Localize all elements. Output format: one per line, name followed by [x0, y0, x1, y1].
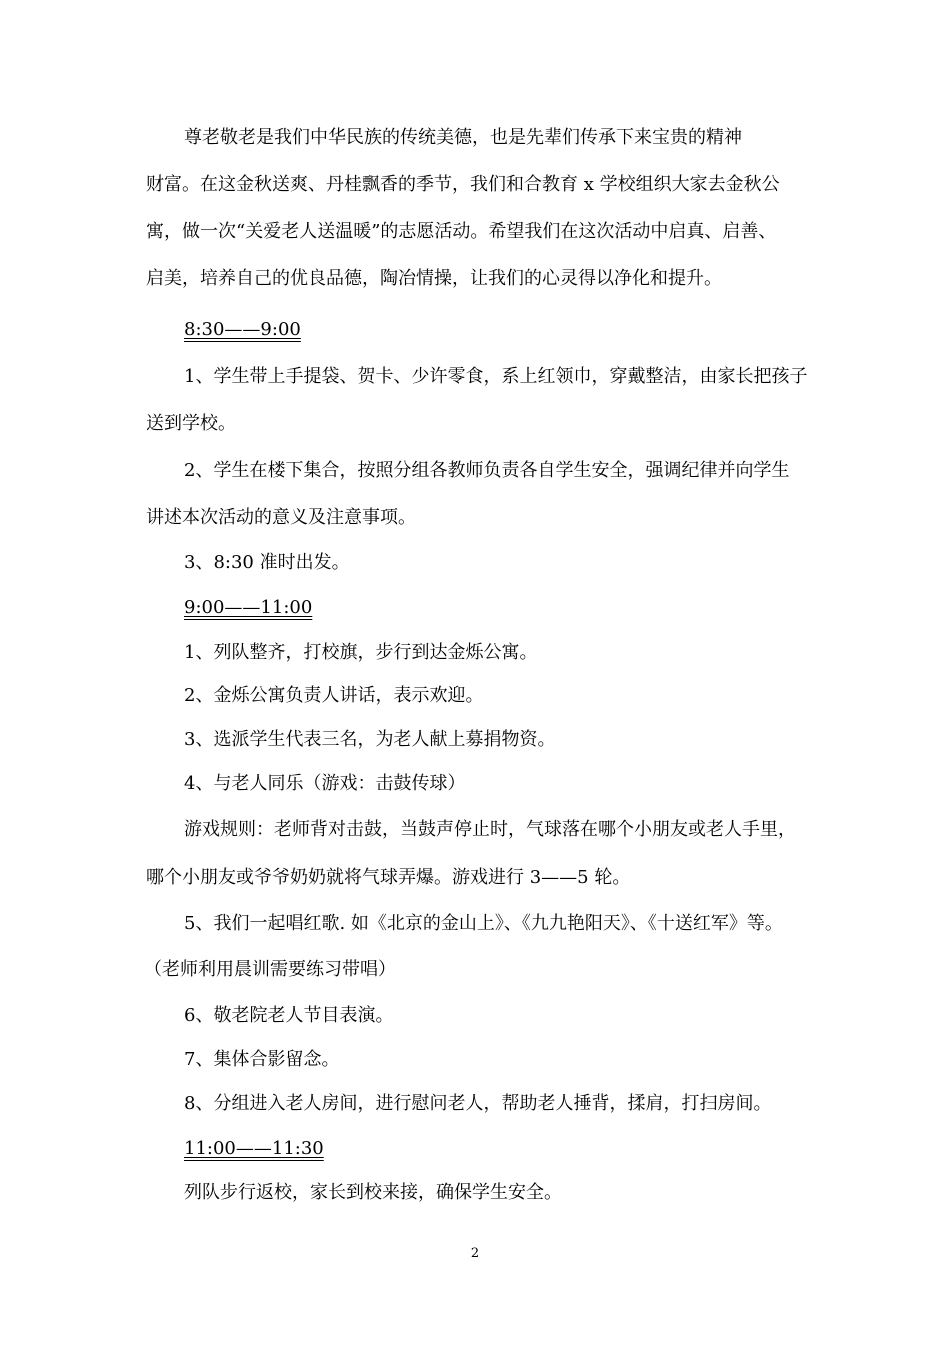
intro-line-4: 启美，培养自己的优良品德，陶冶情操，让我们的心灵得以净化和提升。 — [146, 268, 722, 289]
list-item: 1、学生带上手提袋、贺卡、少许零食，系上红领巾，穿戴整洁，由家长把孩子 — [184, 366, 808, 387]
game-rules-line-2: 哪个小朋友或爷爷奶奶就将气球弄爆。游戏进行 3——5 轮。 — [146, 867, 631, 888]
list-item-continuation: （老师利用晨训需要练习带唱） — [144, 959, 396, 980]
list-item: 3、选派学生代表三名，为老人献上募捐物资。 — [184, 729, 556, 750]
page-number: 2 — [470, 1246, 480, 1261]
intro-line-3: 寓，做一次“关爱老人送温暖”的志愿活动。希望我们在这次活动中启真、启善、 — [146, 221, 777, 242]
list-item-continuation: 讲述本次活动的意义及注意事项。 — [146, 507, 416, 528]
list-item: 2、金烁公寓负责人讲话，表示欢迎。 — [184, 685, 484, 706]
section-heading-2: 9:00——11:00 — [184, 597, 313, 618]
list-item: 5、我们一起唱红歌. 如《北京的金山上》、《九九艳阳天》、《十送红军》等。 — [184, 913, 783, 934]
list-item: 8、分组进入老人房间，进行慰问老人，帮助老人捶背，揉肩，打扫房间。 — [184, 1093, 772, 1114]
list-item: 列队步行返校，家长到校来接，确保学生安全。 — [184, 1182, 562, 1203]
list-item: 1、列队整齐，打校旗，步行到达金烁公寓。 — [184, 642, 538, 663]
game-rules-line-1: 游戏规则：老师背对击鼓，当鼓声停止时，气球落在哪个小朋友或老人手里， — [184, 819, 796, 840]
list-item: 3、8:30 准时出发。 — [184, 552, 350, 573]
intro-line-2: 财富。在这金秋送爽、丹桂飘香的季节，我们和合教育 x 学校组织大家去金秋公 — [146, 174, 780, 195]
list-item: 2、学生在楼下集合，按照分组各教师负责各自学生安全，强调纪律并向学生 — [184, 460, 790, 481]
intro-line-1: 尊老敬老是我们中华民族的传统美德，也是先辈们传承下来宝贵的精神 — [184, 127, 742, 148]
section-heading-1: 8:30——9:00 — [184, 319, 301, 340]
section-heading-3: 11:00——11:30 — [184, 1138, 324, 1159]
list-item: 4、与老人同乐（游戏：击鼓传球） — [184, 773, 466, 794]
list-item: 7、集体合影留念。 — [184, 1049, 340, 1070]
list-item-continuation: 送到学校。 — [146, 413, 236, 434]
list-item: 6、敬老院老人节目表演。 — [184, 1005, 394, 1026]
